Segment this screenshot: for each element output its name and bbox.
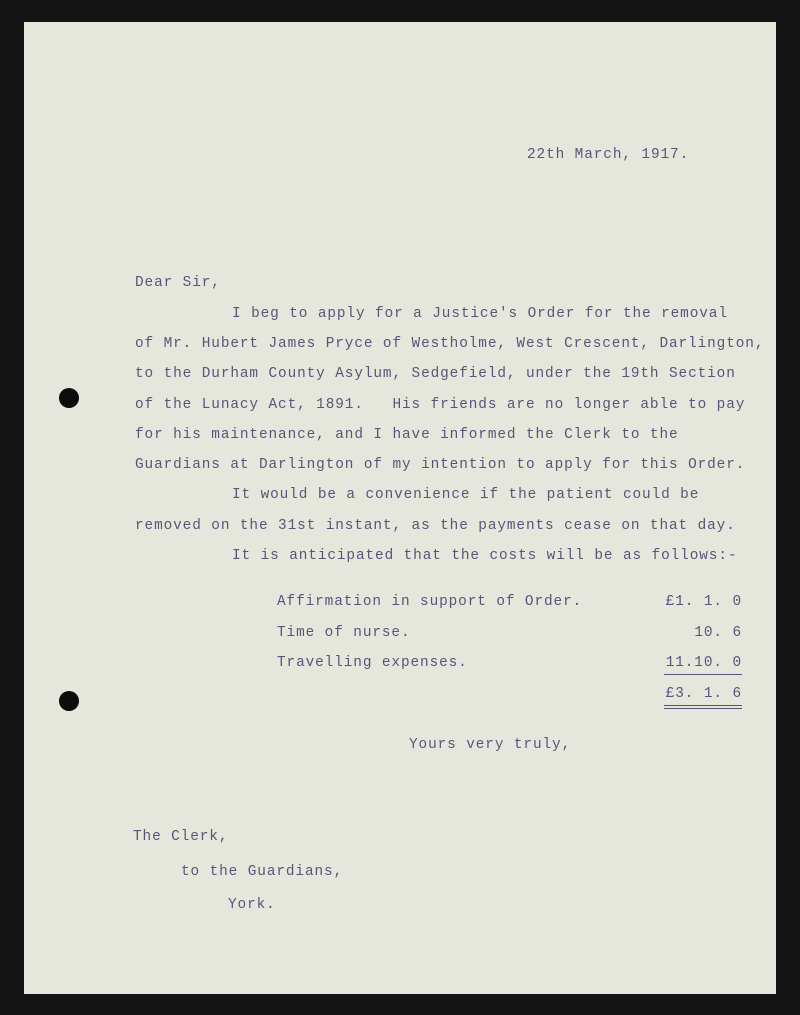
body-line: removed on the 31st instant, as the payments cease on that day.: [135, 518, 736, 534]
cost-amount: 11.10. 0: [665, 655, 742, 671]
total-double-rule: [664, 708, 742, 709]
closing: Yours very truly,: [409, 737, 572, 753]
total-amount: £3. 1. 6: [665, 686, 742, 702]
body-line: Guardians at Darlington of my intention to apply for this Order.: [135, 457, 746, 473]
letter-page: [24, 22, 776, 994]
letter-date: 22th March, 1917.: [527, 147, 690, 163]
address-line: The Clerk,: [133, 829, 229, 845]
cost-item: Affirmation in support of Order.: [277, 594, 583, 610]
punch-hole: [59, 388, 79, 408]
address-line: to the Guardians,: [181, 864, 344, 880]
body-line: for his maintenance, and I have informed the Clerk to the: [135, 427, 679, 443]
punch-hole: [59, 691, 79, 711]
subtotal-rule: [664, 674, 742, 675]
body-line: to the Durham County Asylum, Sedgefield, under the 19th Section: [135, 366, 736, 382]
cost-amount: 10. 6: [694, 625, 742, 641]
cost-item: Travelling expenses.: [277, 655, 468, 671]
body-line: It would be a convenience if the patient could be: [232, 487, 700, 503]
body-line: of the Lunacy Act, 1891. His friends are no longer able to pay: [135, 397, 746, 413]
body-line: of Mr. Hubert James Pryce of Westholme, West Crescent, Darlington,: [135, 336, 765, 352]
salutation: Dear Sir,: [135, 275, 221, 291]
address-line: York.: [228, 897, 276, 913]
cost-item: Time of nurse.: [277, 625, 411, 641]
body-line: I beg to apply for a Justice's Order for the removal: [232, 306, 728, 322]
body-line: It is anticipated that the costs will be as follows:-: [232, 548, 738, 564]
total-double-rule: [664, 705, 742, 706]
cost-amount: £1. 1. 0: [665, 594, 742, 610]
